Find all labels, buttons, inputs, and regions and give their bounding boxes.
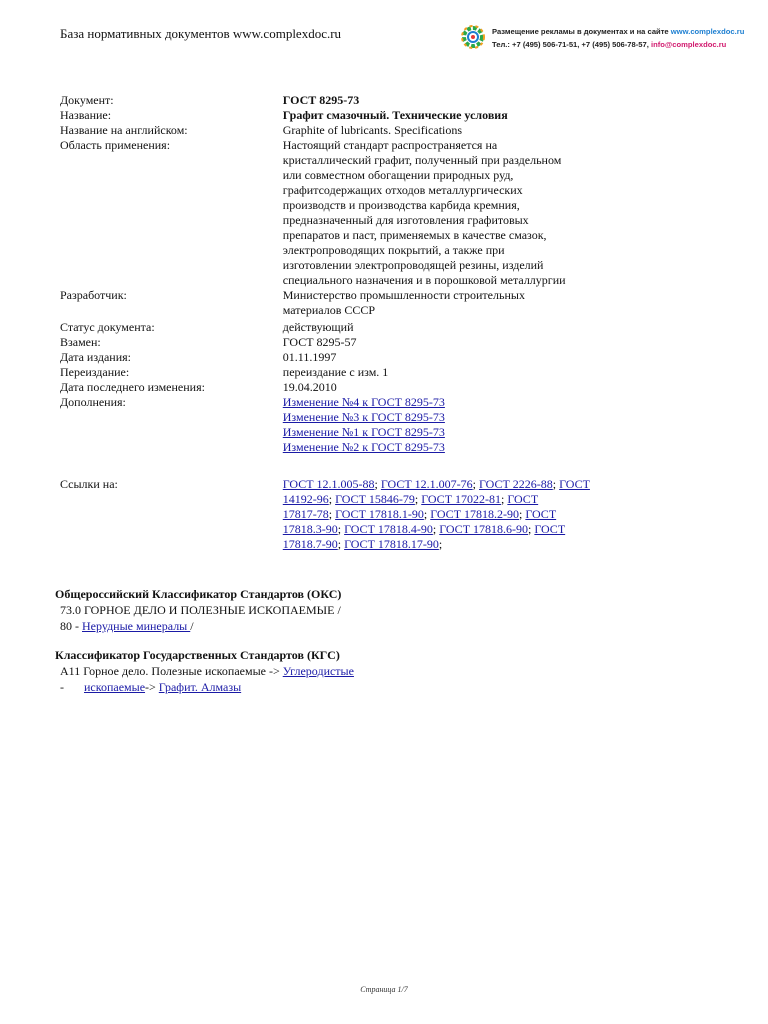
label-issue-date: Дата издания: (60, 350, 131, 364)
row-last-change (60, 380, 620, 395)
row-scope (60, 138, 620, 288)
kgs-category-link[interactable]: Углеродистые (282, 664, 354, 678)
scope-line: специального назначения и в порошковой металлургии (282, 273, 566, 287)
label-additions: Дополнения: (60, 395, 126, 409)
scope-line: предназначенный для изготовления графитовых (282, 213, 529, 227)
reference-link[interactable]: ГОСТ 17818.4-90 (344, 522, 433, 536)
label-scope: Область применения: (60, 138, 171, 152)
value-developer (283, 288, 620, 318)
kgs-line-1 (60, 664, 354, 679)
document-metadata-table (60, 93, 620, 552)
scope-line: производств и производства карбида кремния, (282, 198, 520, 212)
ad-line-2 (492, 40, 726, 49)
value-issue-date: 01.11.1997 (282, 350, 337, 364)
label-status: Статус документа: (60, 320, 155, 334)
site-title: База нормативных документов www.complexdoc.ru (60, 26, 342, 41)
scope-line: кристаллический графит, полученный при раздельном (282, 153, 562, 167)
amendment-link[interactable]: Изменение №4 к ГОСТ 8295-73 (282, 395, 445, 409)
row-issue-date (60, 350, 620, 365)
reference-link[interactable]: 17818.7-90 (282, 537, 338, 551)
reference-link[interactable]: ГОСТ 15846-79 (335, 492, 415, 506)
scope-line: препаратов и паст, применяемых в качестве смазок, (282, 228, 547, 242)
ad-line-1 (492, 27, 744, 36)
reference-link[interactable]: 14192-96 (282, 492, 329, 506)
amendment-link[interactable]: Изменение №3 к ГОСТ 8295-73 (282, 410, 445, 424)
row-replaces (60, 335, 620, 350)
label-last-change: Дата последнего изменения: (60, 380, 205, 394)
value-name-en: Graphite of lubricants. Specifications (282, 123, 463, 137)
oks-code: 80 - (60, 619, 82, 633)
row-references (60, 477, 620, 552)
ad-email-link[interactable]: info@complexdoc.ru (650, 40, 727, 49)
row-document (60, 93, 620, 108)
reference-link[interactable]: ГОСТ (559, 477, 590, 491)
value-document: ГОСТ 8295-73 (282, 93, 360, 107)
kgs-line-2 (84, 680, 241, 695)
row-name (60, 108, 620, 123)
reference-link[interactable]: 17818.3-90 (282, 522, 338, 536)
label-name: Название: (60, 108, 112, 122)
reference-link[interactable]: ГОСТ 17818.6-90 (439, 522, 529, 536)
reference-link[interactable]: ГОСТ 17022-81 (421, 492, 502, 506)
kgs-graphite-link[interactable]: Графит. Алмазы (158, 680, 242, 694)
kgs-arrow: -> (145, 680, 159, 694)
value-references: ГОСТ 12.1.005-88; ГОСТ 12.1.007-76; ГОСТ 2226-88; ГОСТ 14192-96; ГОСТ 15846-79; ГОСТ 17022-81; ГОСТ 17817-78; ГОСТ 17818.1-90; ГОСТ 17818.2-90; ГОСТ 17818.3-90; ГОСТ 17818.4-90; ГОСТ 17818.6-90; ГОСТ 17818.7-90; ГОСТ 17818.17-90; (282, 477, 590, 551)
oks-separator: / (190, 619, 194, 633)
ad-site-link[interactable]: www.complexdoc.ru (670, 27, 745, 36)
value-reissue: переиздание с изм. 1 (282, 365, 389, 379)
kgs-title: Классификатор Государственных Стандартов (КГС) (55, 648, 340, 662)
oks-title: Общероссийский Классификатор Стандартов (ОКС) (55, 587, 342, 601)
kgs-dash: - (60, 680, 64, 694)
label-reissue: Переиздание: (60, 365, 130, 379)
label-name-en: Название на английском: (60, 123, 188, 137)
label-replaces: Взамен: (60, 335, 101, 349)
reference-link[interactable]: ГОСТ (507, 492, 539, 506)
kgs-subcategory-link[interactable]: ископаемые (84, 680, 146, 694)
scope-line: изготовлении электропроводящей резины, изделий (282, 258, 544, 272)
reference-link[interactable]: ГОСТ 17818.2-90 (430, 507, 520, 521)
reference-link[interactable]: ГОСТ 17818.17-90 (344, 537, 439, 551)
row-status (60, 320, 620, 335)
scope-line: Настоящий стандарт распространяется на (282, 138, 498, 152)
reference-link[interactable]: 17817-78 (282, 507, 329, 521)
reference-link[interactable]: ГОСТ (534, 522, 566, 536)
page-number: Страница 1/7 (360, 985, 408, 994)
scope-line: или совместном обогащении природных руд, (282, 168, 514, 182)
amendment-link[interactable]: Изменение №2 к ГОСТ 8295-73 (282, 440, 445, 454)
oks-category-link[interactable]: Нерудные минералы (82, 619, 191, 633)
kgs-code: А11 Горное дело. Полезные ископаемые -> (60, 664, 283, 678)
scope-line: графитсодержащих отходов металлургических (282, 183, 523, 197)
label-developer: Разработчик: (60, 288, 127, 302)
value-name: Графит смазочный. Технические условия (282, 108, 508, 122)
gear-logo-icon (460, 24, 486, 50)
value-status: действующий (282, 320, 354, 334)
ad-phones: Тел.: +7 (495) 506-71-51, +7 (495) 506-78-57, (492, 40, 651, 49)
ad-banner[interactable] (460, 24, 760, 58)
oks-line-1: 73.0 ГОРНОЕ ДЕЛО И ПОЛЕЗНЫЕ ИСКОПАЕМЫЕ / (60, 603, 341, 617)
row-developer (60, 288, 620, 318)
value-replaces: ГОСТ 8295-57 (282, 335, 357, 349)
label-document: Документ: (60, 93, 114, 107)
label-references: Ссылки на: (60, 477, 118, 491)
value-additions (283, 395, 620, 455)
reference-link[interactable]: ГОСТ (525, 507, 557, 521)
reference-link[interactable]: ГОСТ 17818.1-90 (335, 507, 424, 521)
row-name-en (60, 123, 620, 138)
reference-link[interactable]: ГОСТ 12.1.007-76 (380, 477, 473, 491)
value-last-change: 19.04.2010 (282, 380, 337, 394)
row-reissue (60, 365, 620, 380)
reference-link[interactable]: ГОСТ 12.1.005-88 (282, 477, 375, 491)
oks-line-2 (60, 619, 194, 634)
reference-link[interactable]: ГОСТ 2226-88 (479, 477, 553, 491)
scope-line: электропроводящих покрытий, а также при (282, 243, 505, 257)
ad-text: Размещение рекламы в документах и на сайте (492, 27, 671, 36)
row-additions (60, 395, 620, 455)
developer-line: Министерство промышленности строительных (282, 288, 525, 302)
amendment-link[interactable]: Изменение №1 к ГОСТ 8295-73 (282, 425, 445, 439)
developer-line: материалов СССР (282, 303, 376, 317)
value-scope (283, 138, 620, 288)
